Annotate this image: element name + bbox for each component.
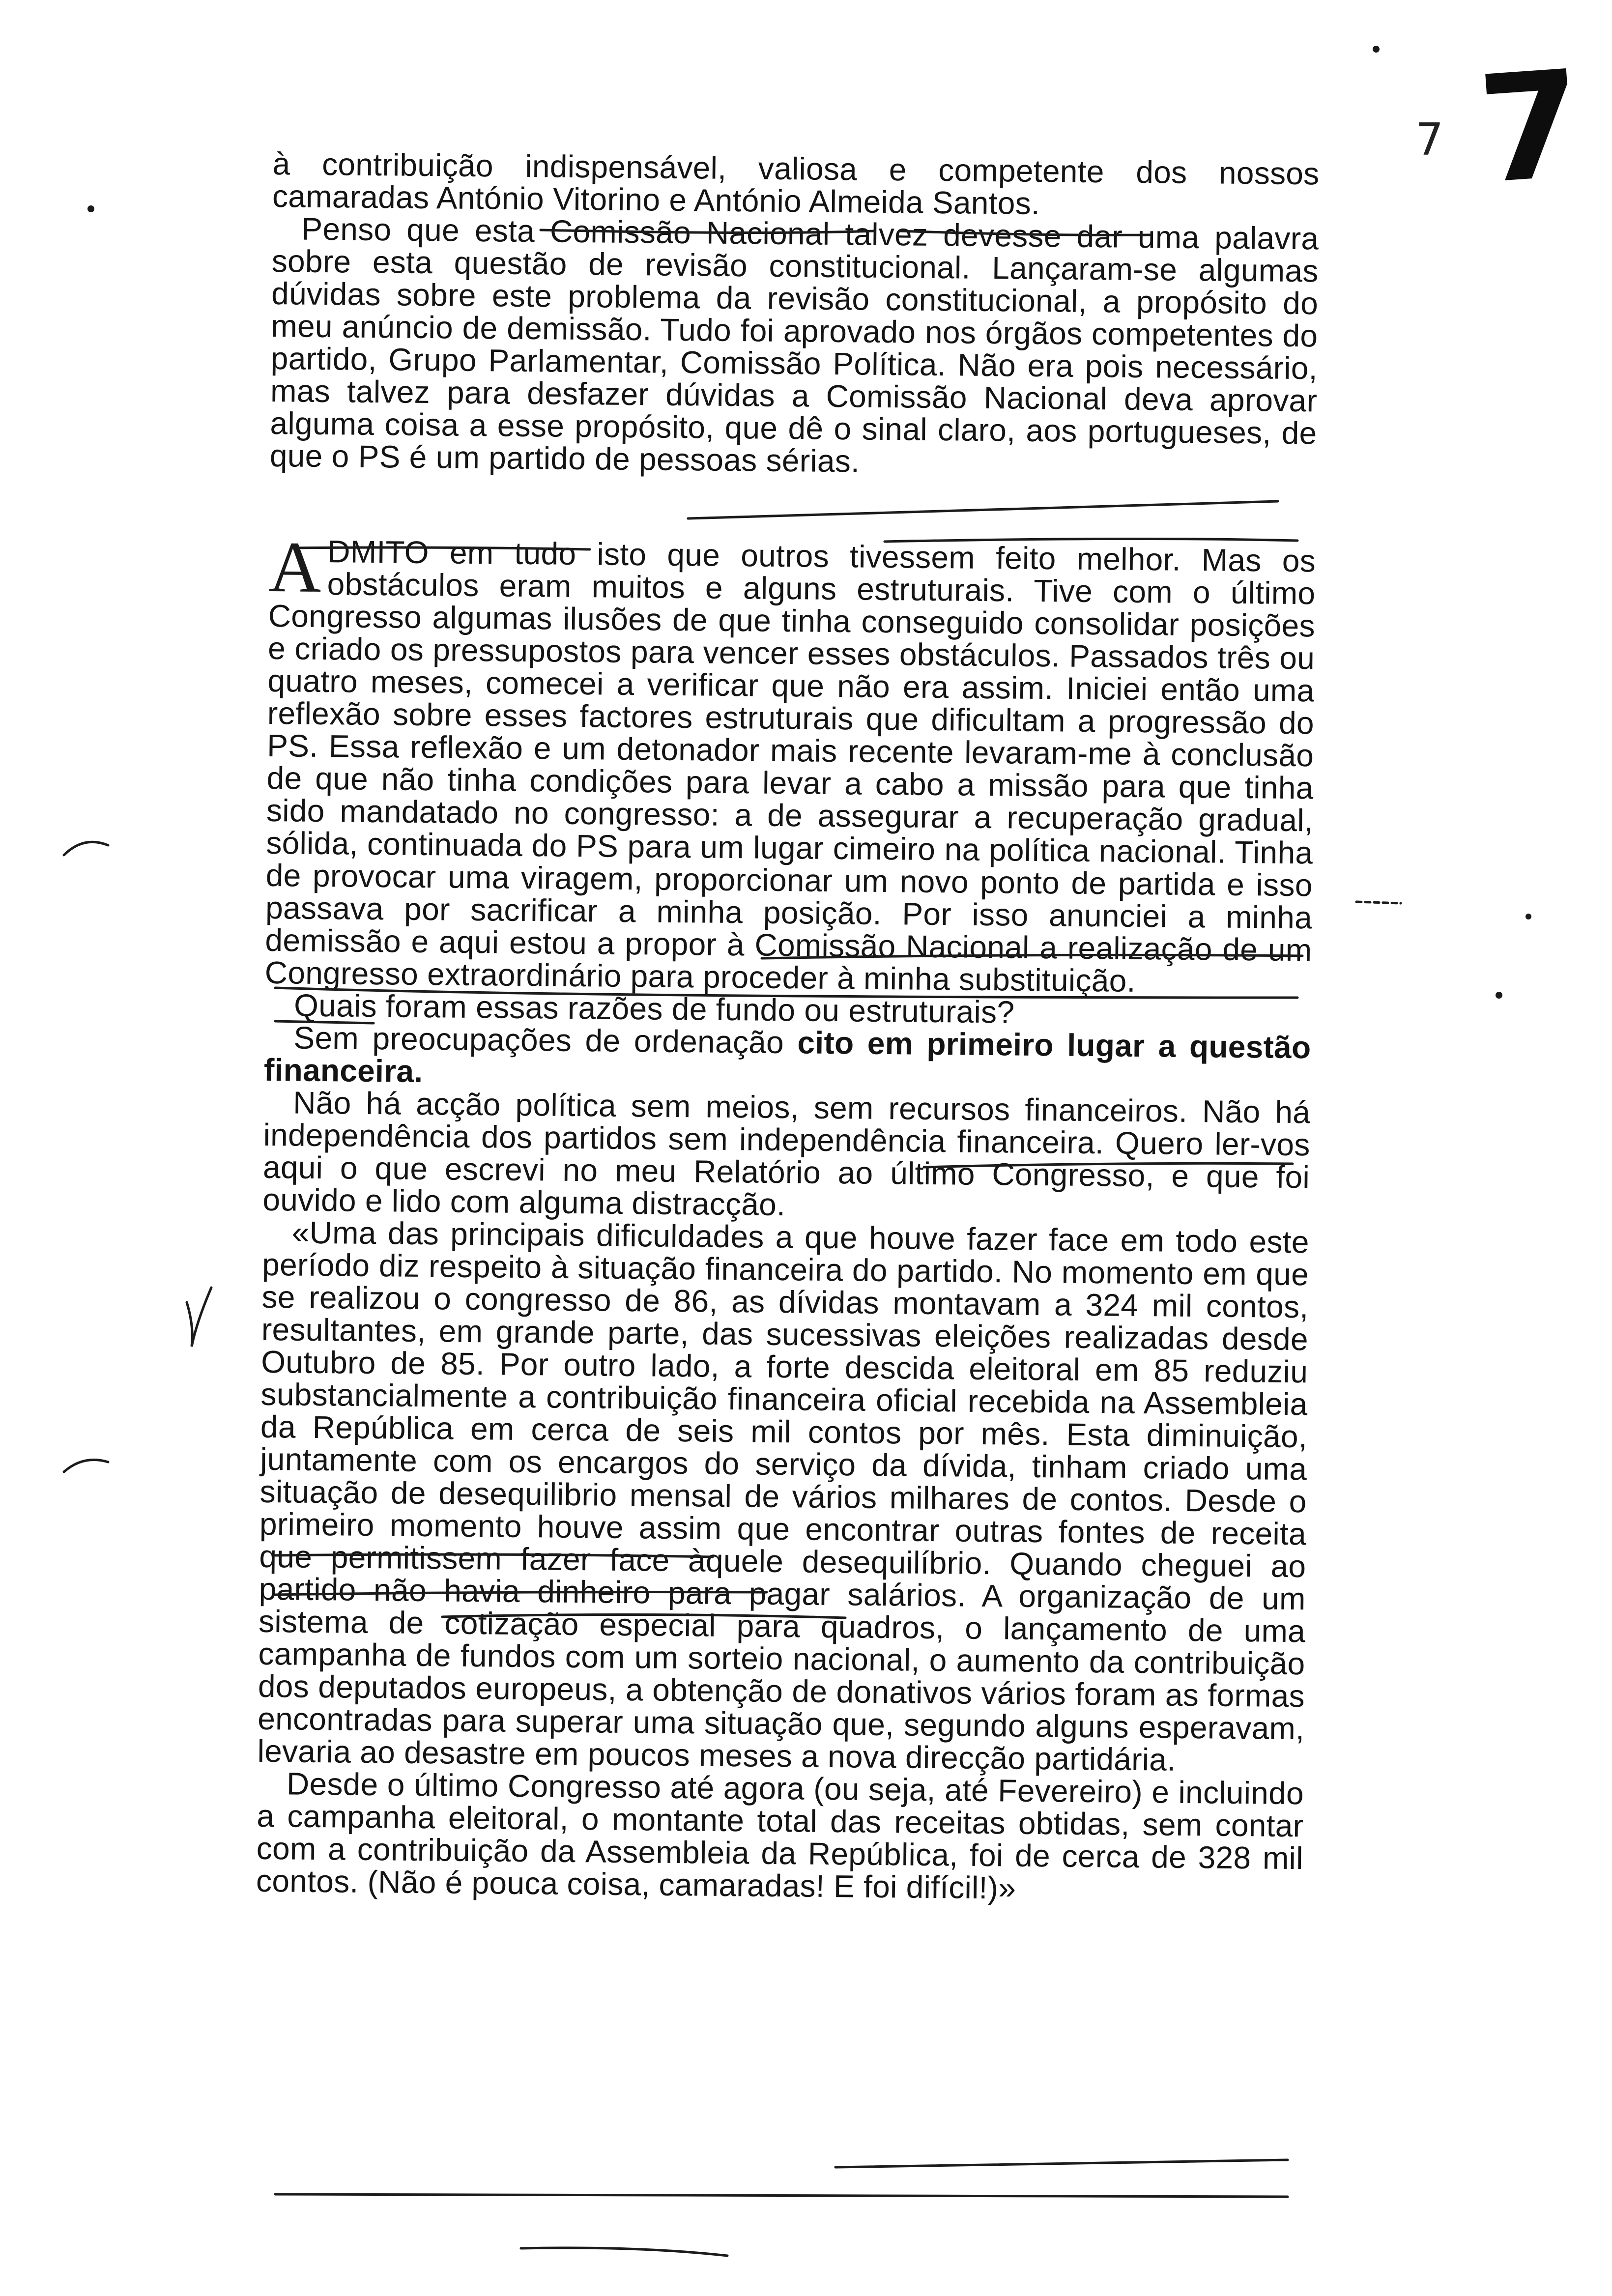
margin-tick-mark (64, 842, 108, 855)
underline-mark (521, 2248, 727, 2256)
underline-mark (275, 2194, 1288, 2197)
paragraph-3 (264, 526, 1316, 999)
section-gap (269, 472, 1316, 545)
margin-dot (87, 205, 94, 212)
paragraph-5-lead: Sem preocupações de ordenação (293, 1020, 784, 1061)
margin-check-mark (187, 1288, 211, 1347)
paragraph-6: Não há acção política sem meios, sem recursos financeiros. Não há independência dos partidos sem independência financeira. Quero ler-vos aqui o que escrevi no meu Relatório ao último Congresso, e que foi ouvido e lido com alguma distracção. (262, 1085, 1311, 1223)
paragraph-2: Penso que esta Comissão Nacional talvez devesse dar uma palavra sobre esta questão de revisão constitucional. Lançaram-se algumas dúvidas sobre este problema da revisão constitucional, a propósito do meu anúncio de demissão. Tudo foi aprovado nos órgãos competentes do partido, Grupo Parlamentar, Comissão Política. Não era pois necessário, mas talvez para desfazer dúvidas a Comissão Nacional deva aprovar alguma coisa a esse propósito, que dê o sinal claro, aos portugueses, de que o PS é um partido de pessoas sérias. (269, 211, 1319, 479)
page-number: 7 (1473, 38, 1588, 217)
drop-cap: A (268, 526, 322, 608)
margin-dot (1526, 914, 1531, 919)
margin-dot (1496, 992, 1502, 999)
margin-page-number: 7 (1415, 114, 1444, 166)
paragraph-7: «Uma das principais dificuldades a que houve fazer face em todo este período diz respeito à situação financeira do partido. No momento em que se realizou o congresso de 86, as dívidas montavam a 324 mil contos, resultantes, em grande parte, das sucessivas eleições realizadas desde Outubro de 85. Por outro lado, a forte descida eleitoral em 85 reduziu substancialmente a contribuição financeira oficial recebida na Assembleia da República em cerca de seis mil contos por mês. Esta diminuição, juntamente com os encargos do serviço da dívida, tinham criado uma situação de desequilibrio mensal de vários milhares de contos. Desde o primeiro momento houve assim que encontrar outras fontes de receita que permitissem fazer face àquele desequilíbrio. Quando cheguei ao partido não havia dinheiro para pagar salários. A organização de um sistema de cotização especial para quadros, o lançamento de uma campanha de fundos com um sorteio nacional, o aumento da contribuição dos deputados europeus, a obtenção de donativos vários foram as formas encontradas para superar uma situação que, segundo alguns esperavam, levaria ao desastre em poucos meses a nova direcção partidária. (257, 1214, 1310, 1778)
article-column (256, 147, 1320, 1907)
paragraph-1: à contribuição indispensável, valiosa e competente dos nossos camaradas António Vitorino e António Almeida Santos. (272, 146, 1320, 221)
paragraph-5-bold: cito em primeiro lugar a questão financeira. (263, 1025, 1311, 1090)
paragraph-8: Desde o último Congresso até agora (ou seja, até Fevereiro) e incluindo a campanha eleitoral, o montante total das receitas obtidas, sem contar com a contribuição da Assembleia da República, foi de cerca de 328 mil contos. (Não é pouca coisa, camaradas! E foi difícil!)» (256, 1766, 1304, 1906)
margin-dot (1373, 46, 1380, 53)
paragraph-5 (264, 1021, 1311, 1096)
underline-mark (835, 2160, 1288, 2167)
margin-tick-mark (64, 1460, 108, 1472)
paragraph-3-text: DMITO em tudo isto que outros tivessem feito melhor. Mas os obstáculos eram muitos e alguns estruturais. Tive com o último Congresso algumas ilusões de que tinha conseguido consolidar posições e criado os pressupostos para vencer esses obstáculos. Passados três ou quatro meses, comecei a verificar que não era assim. Iniciei então uma reflexão sobre esses factores estruturais que dificultam a progressão do PS. Essa reflexão e um detonador mais recente levaram-me à conclusão de que não tinha condições para levar a cabo a missão para que tinha sido mandatado no congresso: a de assegurar a recuperação gradual, sólida, continuada do PS para um lugar cimeiro na política nacional. Tinha de provocar uma viragem, proporcionar um novo ponto de partida e isso passava por sacrificar a minha posição. Por isso anunciei a minha demissão e aqui estou a propor à Comissão Nacional a realização de um Congresso extraordinário para proceder à minha substituição. (264, 534, 1316, 999)
margin-dash-mark (1356, 902, 1401, 903)
paragraph-4: Quais foram essas razões de fundo ou estruturais? (293, 987, 1015, 1030)
